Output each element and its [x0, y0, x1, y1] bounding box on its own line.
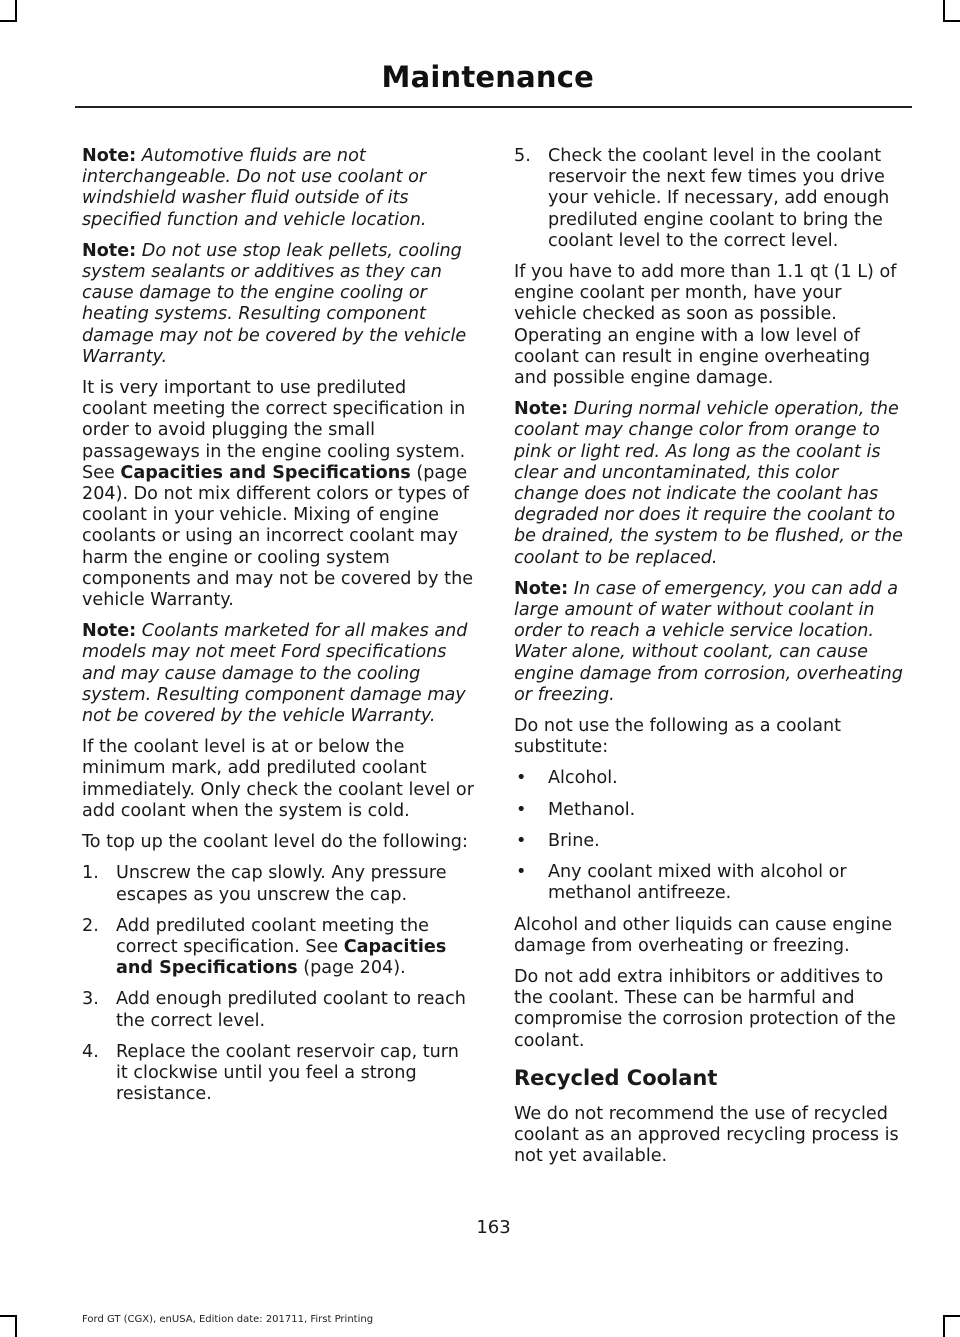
step-number: 4.: [82, 1041, 99, 1062]
list-item: [82, 916, 474, 980]
bullet-icon: •: [516, 830, 527, 851]
bullet-text: Brine.: [548, 830, 600, 851]
body-paragraph: Do not use the following as a coolant substitute:: [514, 716, 842, 758]
left-column: [82, 146, 474, 1115]
note-text: Do not use stop leak pellets, cooling system sealants or additives as they can cause damage to the engine cooling or heating systems. Resulting component damage may not be covered by the vehicle Warranty.: [82, 240, 467, 367]
crop-mark: [943, 1315, 945, 1337]
bullet-icon: •: [516, 799, 527, 820]
body-paragraph: If the coolant level is at or below the minimum mark, add prediluted coolant immediately. Only check the coolant level or add coolant when the system is cold.: [82, 737, 474, 821]
step-text: Unscrew the cap slowly. Any pressure escapes as you unscrew the cap.: [116, 863, 447, 905]
bullet-text: Alcohol.: [548, 768, 618, 789]
step-number: 1.: [82, 863, 99, 884]
bullet-item: [514, 862, 906, 904]
cross-reference-link[interactable]: Capacities and Specifications: [120, 462, 411, 483]
bullet-icon: •: [516, 768, 527, 789]
header-divider: [75, 106, 912, 108]
note-text: Automotive fluids are not interchangeable. Do not use coolant or windshield washer fluid outside of its specified function and vehicle location.: [82, 146, 427, 230]
list-item: [514, 146, 906, 252]
note-paragraph: [514, 399, 906, 569]
note-label: Note:: [514, 399, 569, 420]
cross-reference-link[interactable]: Capacities and Specifications: [116, 936, 447, 979]
step-number: 5.: [514, 146, 531, 166]
crop-mark: [15, 1315, 17, 1337]
note-label: Note:: [82, 146, 137, 166]
body-paragraph: We do not recommend the use of recycled coolant as an approved recycling process is not yet available.: [514, 1103, 899, 1167]
step-text: Add enough prediluted coolant to reach the correct level.: [116, 989, 466, 1031]
section-heading: Recycled Coolant: [514, 1065, 718, 1090]
list-item: [82, 1042, 474, 1106]
note-paragraph: [82, 241, 474, 368]
bullet-item: [514, 800, 906, 821]
step-number: 3.: [82, 989, 99, 1010]
right-column: [514, 146, 906, 1177]
step-text-container: [116, 916, 474, 980]
crop-mark: [0, 1315, 17, 1317]
bullet-icon: •: [516, 862, 527, 883]
bullet-text: Methanol.: [548, 799, 636, 820]
step-text: Check the coolant level in the coolant reservoir the next few times you drive your vehicle. If necessary, add enough prediluted engine coolant to bring the coolant level to the correct level.: [548, 146, 890, 251]
page-title: Maintenance: [381, 60, 594, 94]
crop-mark: [943, 1315, 960, 1317]
step-number: 2.: [82, 915, 99, 936]
note-label: Note:: [514, 578, 569, 599]
step-text: Add prediluted coolant meeting the correct specification. See: [116, 915, 429, 957]
body-paragraph: Do not add extra inhibitors or additives to the coolant. These can be harmful and compromise the corrosion protection of the coolant.: [514, 966, 896, 1051]
bullet-item: [514, 831, 906, 852]
body-paragraph: Alcohol and other liquids can cause engine damage from overheating or freezing.: [514, 914, 893, 956]
list-item: [82, 989, 474, 1031]
note-paragraph: [514, 579, 906, 706]
body-paragraph: [82, 378, 474, 611]
note-label: Note:: [82, 621, 137, 642]
note-text: During normal vehicle operation, the coolant may change color from orange to pink or light red. As long as the coolant is clear and uncontaminated, this color change does not indicate the coolant has degraded nor does it require the coolant to be drained, the system to be flushed, or the coolant to be replaced.: [514, 399, 903, 568]
body-paragraph: If you have to add more than 1.1 qt (1 L) of engine coolant per month, have your vehicle checked as soon as possible. Operating an engine with a low level of coolant can result in engine overheating and possible engine damage.: [514, 262, 897, 389]
crop-mark: [943, 20, 960, 22]
bullet-item: [514, 768, 906, 789]
note-text: Coolants marketed for all makes and models may not meet Ford specifications and may cause damage to the cooling system. Resulting component damage may not be covered by the vehicle Warranty.: [82, 621, 468, 727]
page-number: 163: [476, 1217, 511, 1238]
step-text-tail: (page 204).: [297, 958, 406, 979]
note-paragraph: [82, 146, 474, 231]
list-item: [82, 863, 474, 905]
step-text: Replace the coolant reservoir cap, turn it clockwise until you feel a strong resistance.: [116, 1041, 459, 1105]
note-paragraph: [82, 621, 474, 727]
crop-mark: [943, 0, 945, 22]
crop-mark: [0, 20, 17, 22]
paragraph-text: It is very important to use prediluted coolant meeting the correct specification in order to avoid plugging the small passageways in the engine cooling system. See: [82, 378, 466, 483]
note-text: In case of emergency, you can add a large amount of water without coolant in order to reach a vehicle service location. Water alone, without coolant, can cause engine damage from corrosion, overheating or freezing.: [514, 578, 903, 705]
paragraph-text: (page 204). Do not mix different colors or types of coolant in your vehicle. Mixing of engine coolants or using an incorrect coolant may harm the engine or cooling system components and may not be covered by the vehicle Warranty.: [82, 462, 474, 611]
note-label: Note:: [82, 240, 137, 261]
body-paragraph: To top up the coolant level do the following:: [82, 832, 468, 853]
crop-mark: [15, 0, 17, 22]
edition-footer: Ford GT (CGX), enUSA, Edition date: 201711, First Printing: [82, 1314, 374, 1325]
bullet-text: Any coolant mixed with alcohol or methanol antifreeze.: [548, 862, 847, 904]
